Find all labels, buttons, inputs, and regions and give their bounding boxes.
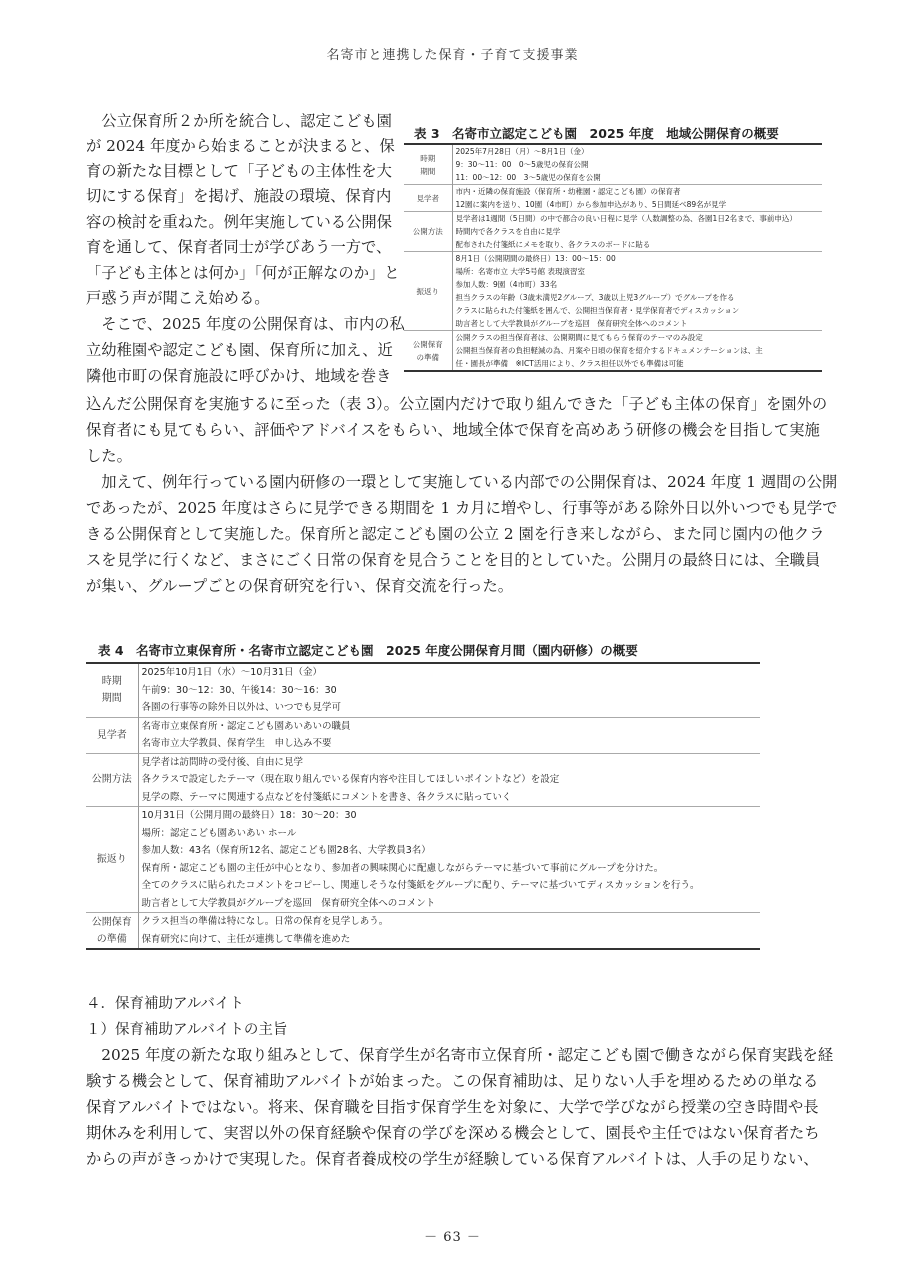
- table3-row: [404, 331, 822, 372]
- table3-row-content: 2025年7月28日（月）〜8月1日（金） 9：30〜11：00 0〜5歳児の保育公開 11：00〜12：00 3〜5歳児の保育を公開: [455, 147, 601, 182]
- table3-row-label: 公開方法: [404, 212, 452, 252]
- body-text-line: 験する機会として、保育補助アルバイトが始まった。この保育補助は、足りない人手を埋めるための単なる: [86, 1072, 819, 1090]
- table4-row: [86, 717, 760, 753]
- table4-row-label: 振返り: [86, 807, 138, 913]
- page-number: － 63 －: [424, 1230, 481, 1245]
- body-text-line: そこで、2025 年度の公開保育は、市内の私: [86, 315, 405, 333]
- table4-row-label: 時期 期間: [86, 663, 138, 717]
- body-text-line: スを見学に行くなど、まさにごく日常の保育を見合うことを目的としていた。公開月の最終日には、全職員: [86, 551, 821, 569]
- body-text-line: 加えて、例年行っている園内研修の一環として実施している内部での公開保育は、2024 年度 1 週間の公開: [86, 473, 838, 491]
- table3-row-content: 8月1日（公開期間の最終日）13：00〜15：00 場所：名寄市立 大学5号館 表現演習室 参加人数：9園（4市町）33名 担当クラスの年齢（3歳未満児2グループ、3歳以上児3グループ）でグループを作る クラスに貼られた付箋紙を囲んで、公開担当保育者・見学保育者でディスカッション 助言者として大学教員がグループを巡回 保育研究全体へのコメント: [455, 254, 740, 328]
- body-text-line: 公立保育所２か所を統合し、認定こども園: [86, 112, 392, 130]
- table4-row-content: 名寄市立東保育所・認定こども園あいあいの職員 名寄市立大学教員、保育学生 申し込み不要: [141, 720, 351, 749]
- body-text-line: 保育者にも見てもらい、評価やアドバイスをもらい、地域全体で保育を高めあう研修の機会を目指して実施: [86, 421, 820, 439]
- body-text-line: 込んだ公開保育を実施するに至った（表 3）。公立園内だけで取り組んできた「子ども主体の保育」を園外の: [86, 395, 828, 413]
- body-text-line: 保育アルバイトではない。将来、保育職を目指す保育学生を対象に、大学で学びながら授業の空き時間や長: [86, 1098, 819, 1116]
- body-text-line: 戸惑う声が聞こえ始める。: [86, 289, 270, 307]
- table3-caption: 表 3 名寄市立認定こども園 2025 年度 地域公開保育の概要: [414, 126, 779, 141]
- body-text-line: 立幼稚園や認定こども園、保育所に加え、近: [86, 341, 393, 359]
- body-text-line: が集い、グループごとの保育研究を行い、保育交流を行った。: [86, 577, 514, 595]
- table3-row: [404, 212, 822, 252]
- running-header: 名寄市と連携した保育・子育て支援事業: [326, 48, 579, 63]
- section-heading: ４．保育補助アルバイト: [86, 996, 244, 1012]
- body-text-line: きる公開保育として実施した。保育所と認定こども園の公立 2 園を行き来しながら、また同じ園内の他クラ: [86, 525, 825, 543]
- table3: [404, 143, 822, 372]
- table3-row-content: 市内・近隣の保育施設（保育所・幼稚園・認定こども園）の保育者 12園に案内を送り、10園（4市町）から参加申込があり、5日間延べ89名が見学: [455, 187, 727, 209]
- table4-row: [86, 663, 760, 717]
- table3-row: [404, 252, 822, 331]
- table4-row-content: 2025年10月1日（水）〜10月31日（金） 午前9：30〜12：30、午後14：30〜16：30 各園の行事等の除外日以外は、いつでも見学可: [141, 667, 342, 713]
- body-text-line: 2025 年度の新たな取り組みとして、保育学生が名寄市立保育所・認定こども園で働きながら保育実践を経: [86, 1046, 834, 1064]
- body-text-line: が 2024 年度から始まることが決まると、保: [86, 137, 395, 155]
- table4-row: [86, 913, 760, 950]
- table3-row: [404, 144, 822, 185]
- body-text-line: 容の検討を重ねた。例年実施している公開保: [86, 213, 392, 231]
- table4-caption: 表 4 名寄市立東保育所・名寄市立認定こども園 2025 年度公開保育月間（園内研修）の概要: [98, 643, 638, 658]
- table4-row: [86, 753, 760, 807]
- table3-row-label: 時期 期間: [404, 144, 452, 185]
- table3-row-content: 公開クラスの担当保育者は、公開期間に見てもらう保育のテーマのみ設定 公開担当保育者の負担軽減の為、月案や日頃の保育を紹介するドキュメンテーションは、主 任・園長が準備 ※ICT活用により、クラス担任以外でも準備は可能: [455, 333, 763, 368]
- table3-row-label: 公開保育 の準備: [404, 331, 452, 372]
- table3-row-label: 見学者: [404, 185, 452, 212]
- table4-row-content: 見学者は訪問時の受付後、自由に見学 各クラスで設定したテーマ（現在取り組んでいる保育内容や注目してほしいポイントなど）を設定 見学の際、テーマに関連する点などを付箋紙にコメントを書き、各クラスに貼っていく: [141, 756, 560, 803]
- table4-row-label: 公開保育 の準備: [86, 913, 138, 950]
- body-text-line: 切にする保育」を掲げ、施設の環境、保育内: [86, 187, 392, 205]
- body-text-line: であったが、2025 年度はさらに見学できる期間を 1 カ月に増やし、行事等がある除外日以外いつでも見学で: [86, 499, 838, 517]
- table4-row-label: 公開方法: [86, 753, 138, 807]
- table4-row-label: 見学者: [86, 717, 138, 753]
- body-text-line: 「子ども主体とは何か」「何が正解なのか」と: [86, 264, 400, 282]
- table3-row: [404, 185, 822, 212]
- body-text-line: 育の新たな目標として「子どもの主体性を大: [86, 162, 392, 180]
- table4: [86, 662, 760, 950]
- body-text-line: 隣他市町の保育施設に呼びかけ、地域を巻き: [86, 367, 392, 385]
- table4-row-content: 10月31日（公開月間の最終日）18：30〜20：30 場所：認定こども園あいあい ホール 参加人数：43名（保育所12名、認定こども園28名、大学教員3名） 保育所・認定こども園の主任が中心となり、参加者の興味関心に配慮しながらテーマに基づいて事前にグループを分けた。 全てのクラスに貼られたコメントをコピーし、関連しそうな付箋紙をグループに配り、テーマに基づいてディスカッションを行う。 助言者として大学教員がグループを巡回 保育研究全体へのコメント: [141, 810, 700, 909]
- table4-row: [86, 807, 760, 913]
- body-text-line: からの声がきっかけで実現した。保育者養成校の学生が経験している保育アルバイトは、人手の足りない、: [86, 1150, 819, 1168]
- table3-row-content: 見学者は1週間（5日間）の中で都合の良い日程に見学（人数調整の為、各園1日2名まで、事前申込） 時間内で各クラスを自由に見学 配布された付箋紙にメモを取り、各クラスのボードに貼る: [455, 214, 797, 249]
- table4-row-content: クラス担当の準備は特になし。日常の保育を見学しあう。 保育研究に向けて、主任が連携して準備を進めた: [141, 916, 389, 945]
- body-text-line: 育を通して、保育者同士が学びあう一方で、: [86, 238, 392, 256]
- section-subheading: １）保育補助アルバイトの主旨: [86, 1022, 288, 1038]
- body-text-line: した。: [86, 447, 132, 465]
- body-text-line: 期休みを利用して、実習以外の保育経験や保育の学びを深める機会として、園長や主任ではない保育者たち: [86, 1124, 820, 1142]
- table3-row-label: 振返り: [404, 252, 452, 331]
